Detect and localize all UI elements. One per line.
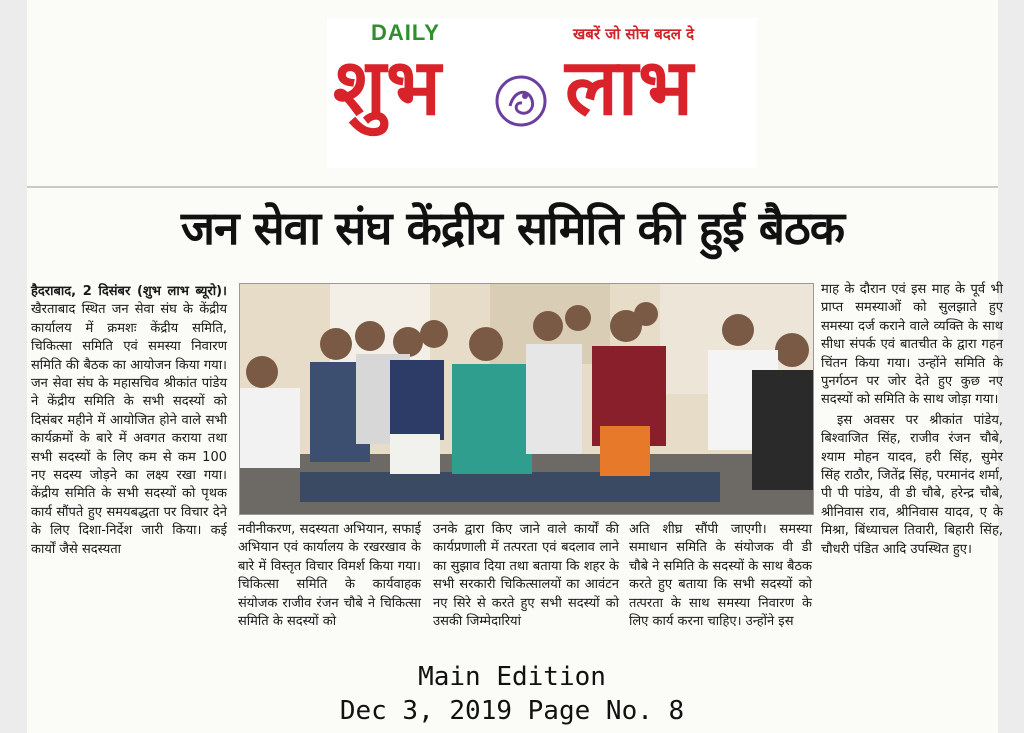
masthead-tagline: खबरें जो सोच बदल दे: [573, 25, 695, 43]
masthead-divider: [27, 186, 998, 188]
edition-caption: Main Edition: [418, 662, 606, 692]
article-column-4: अति शीघ्र सौंपी जाएगी। समस्या समाधान समिति के संयोजक वी डी चौबे ने समिति के सदस्यों के साथ बैठक करते हुए बताया कि सभी सदस्यों को तत्परता के साथ समस्या निवारण के लिए कार्य करना चाहिए। उन्होंने इस: [629, 522, 812, 630]
masthead: [327, 18, 757, 168]
ganesha-emblem-icon: [492, 72, 550, 130]
article-headline: जन सेवा संघ केंद्रीय समिति की हुई बैठक: [180, 201, 845, 255]
meeting-photo: [239, 283, 814, 515]
article-column-5-para-1: माह के दौरान एवं इस माह के पूर्व भी प्राप्त समस्याओं को सुलझाते हुए समस्या दर्ज कराने वाले व्यक्ति के साथ सीधा संपर्क एवं बातचीत के द्वारा गहन चिंतन किया गया। उन्होंने समिति के पुनर्गठन पर जोर देते हुए कुछ नए सदस्यों को समिति के साथ जोड़ा गया।: [821, 282, 1003, 408]
article-column-1: [31, 283, 227, 559]
article-column-5: [821, 281, 1003, 559]
newspaper-clipping: [27, 0, 1003, 733]
article-dateline: हैदराबाद, 2 दिसंबर (शुभ लाभ ब्यूरो)।: [31, 284, 227, 299]
article-column-1-text: खैरताबाद स्थित जन सेवा संघ के केंद्रीय कार्यालय में क्रमशः केंद्रीय समिति, चिकित्सा समिति एवं समस्या निवारण समिति की बैठक का आयोजन किया गया। जन सेवा संघ के महासचिव श्रीकांत पांडेय ने केंद्रीय समिति के सभी सदस्यों को दिसंबर महीने में आयोजित होने वाले सभी कार्यक्रमों के बारे में अवगत कराया तथा सभी सदस्यों के लिए कम से कम 100 नए सदस्य जोड़ने का लक्ष्य रखा गया। केंद्रीय समिति के सभी सदस्यों को पृथक कार्य सौंपते हुए समयबद्धता पर विचार देने के लिए दिशा-निर्देश जारी किया। कई कार्यों जैसे सदस्यता: [31, 302, 227, 557]
article-column-3: उनके द्वारा किए जाने वाले कार्यों की कार्यप्रणाली में तत्परता एवं बदलाव लाने का सुझाव दिया तथा बताया कि शहर के सभी सरकारी चिकित्सालयों का आवंटन नए सिरे से करते हुए सभी सदस्यों को उसकी जिम्मेदारियां: [433, 522, 619, 630]
article-column-2: नवीनीकरण, सदस्यता अभियान, सफाई अभियान एवं कार्यालय के रखरखाव के बारे में विस्तृत विचार विमर्श किया गया। चिकित्सा समिति के कार्यवाहक संयोजक राजीव रंजन चौबे ने चिकित्सा समिति के सदस्यों को: [238, 522, 421, 630]
masthead-brand-right: लाभ: [565, 43, 693, 133]
masthead-daily: DAILY: [371, 20, 440, 45]
date-page-caption: Dec 3, 2019 Page No. 8: [339, 696, 685, 726]
article-column-5-para-2: इस अवसर पर श्रीकांत पांडेय, बिश्वाजित सिंह, राजीव रंजन चौबे, श्याम मोहन यादव, हरी सिंह, सुमेर सिंह राठौर, जितेंद्र सिंह, परमानंद शर्मा, पी पी पांडेय, वी डी चौबे, हरेन्द्र चौबे, श्रीनिवास राव, श्रीनिवास यादव, ए के मिश्रा, बिंध्याचल तिवारी, बिहारी सिंह, चौधरी पंडित आदि उपस्थित हुए।: [821, 412, 1003, 557]
masthead-brand-left: शुभ: [333, 43, 441, 133]
